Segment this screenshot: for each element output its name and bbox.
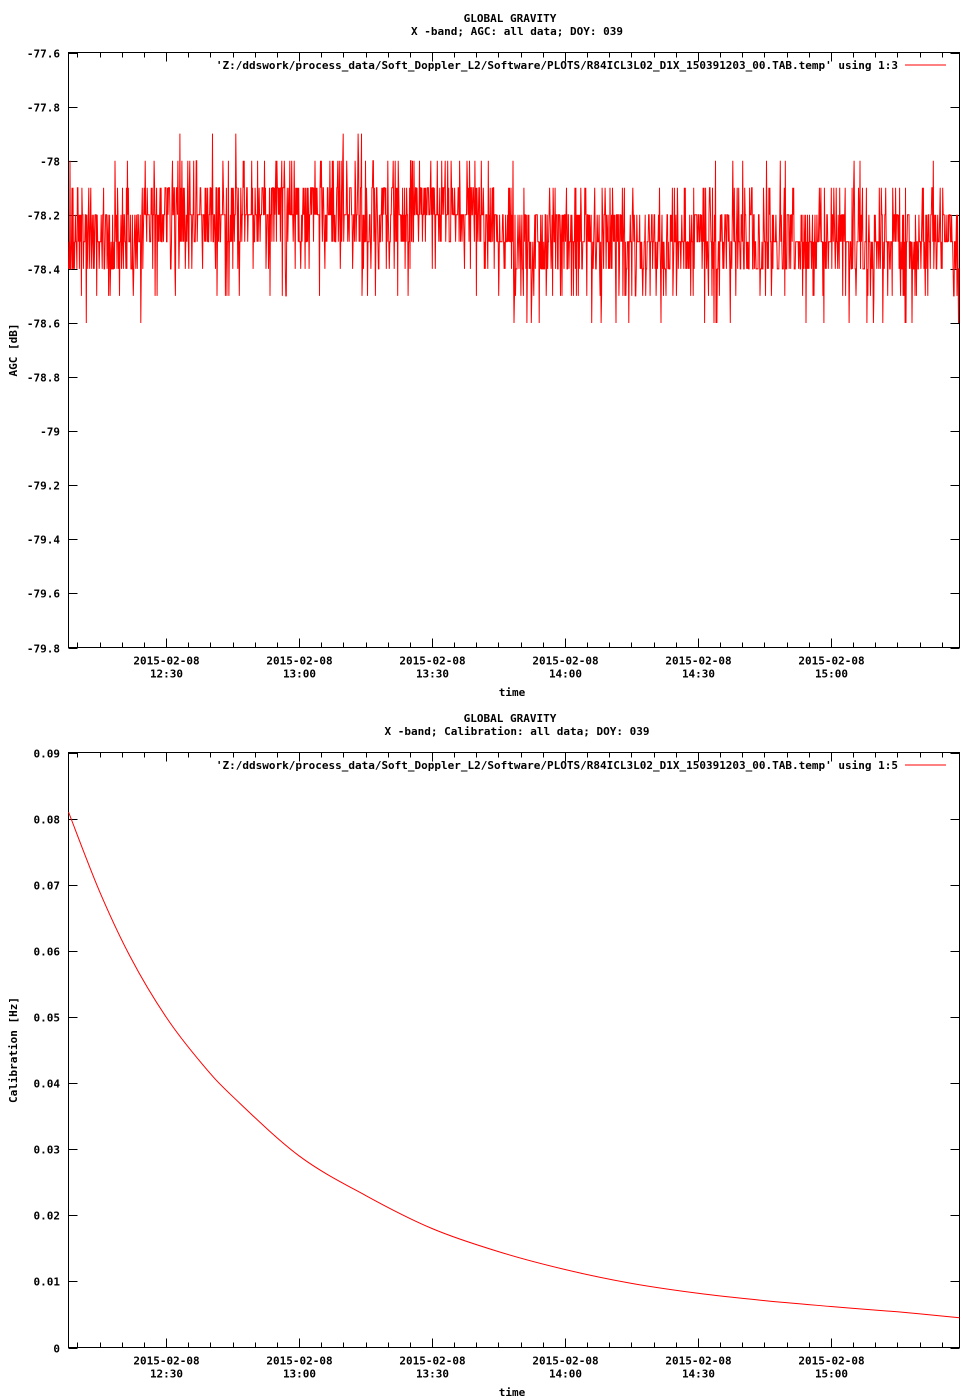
x-tick-time-label: 15:00 (814, 1367, 849, 1381)
x-tick-time-label: 13:30 (415, 1367, 450, 1381)
y-tick-label: -78.6 (26, 317, 60, 331)
y-tick-label: -78.8 (26, 371, 60, 385)
y-tick-label: -78.2 (26, 209, 60, 223)
y-tick-label: -77.6 (26, 47, 60, 61)
y-tick-label: -78.4 (26, 263, 60, 277)
x-tick-date-label: 2015-02-08 (665, 1354, 732, 1368)
agc-y-axis-label: AGC [dB] (7, 323, 20, 377)
y-tick-label: -79 (40, 425, 60, 439)
y-tick-label: -79.2 (26, 479, 60, 493)
y-tick-label: 0 (53, 1342, 60, 1356)
x-tick-time-label: 13:30 (415, 667, 450, 681)
x-tick-time-label: 14:30 (681, 667, 716, 681)
calibration-y-axis-label: Calibration [Hz] (7, 997, 20, 1103)
x-tick-time-label: 13:00 (282, 1367, 317, 1381)
y-tick-label: -79.4 (26, 533, 60, 547)
x-tick-date-label: 2015-02-08 (133, 654, 200, 668)
y-tick-label: 0.02 (33, 1209, 60, 1223)
x-tick-time-label: 14:30 (681, 1367, 716, 1381)
x-tick-date-label: 2015-02-08 (798, 654, 865, 668)
y-tick-label: 0.06 (33, 945, 60, 959)
x-tick-date-label: 2015-02-08 (399, 654, 466, 668)
agc-chart-title: GLOBAL GRAVITY (463, 12, 557, 25)
agc-legend-entry: 'Z:/ddswork/process_data/Soft_Doppler_L2/Software/PLOTS/R84ICL3L02_D1X_150391203_00.TAB.temp' using 1:3 (215, 59, 898, 72)
agc-x-axis-label: time (498, 686, 526, 699)
calibration-chart-title: GLOBAL GRAVITY (463, 712, 557, 725)
y-tick-label: 0.09 (33, 747, 60, 761)
calibration-legend-entry: 'Z:/ddswork/process_data/Soft_Doppler_L2/Software/PLOTS/R84ICL3L02_D1X_150391203_00.TAB.temp' using 1:5 (215, 759, 898, 772)
y-tick-label: -78 (40, 155, 60, 169)
x-tick-date-label: 2015-02-08 (532, 1354, 599, 1368)
calibration-chart-subtitle: X -band; Calibration: all data; DOY: 039 (384, 725, 650, 738)
y-tick-label: -77.8 (26, 101, 60, 115)
x-tick-time-label: 14:00 (548, 1367, 583, 1381)
x-tick-date-label: 2015-02-08 (266, 1354, 333, 1368)
x-tick-date-label: 2015-02-08 (266, 654, 333, 668)
x-tick-time-label: 12:30 (149, 667, 184, 681)
x-tick-date-label: 2015-02-08 (133, 1354, 200, 1368)
y-tick-label: -79.6 (26, 587, 60, 601)
y-tick-label: 0.07 (33, 879, 60, 893)
x-tick-time-label: 12:30 (149, 1367, 184, 1381)
y-tick-label: -79.8 (26, 642, 60, 656)
x-tick-date-label: 2015-02-08 (532, 654, 599, 668)
x-tick-date-label: 2015-02-08 (798, 1354, 865, 1368)
x-tick-time-label: 13:00 (282, 667, 317, 681)
x-tick-time-label: 14:00 (548, 667, 583, 681)
x-tick-time-label: 15:00 (814, 667, 849, 681)
y-tick-label: 0.08 (33, 813, 60, 827)
x-tick-date-label: 2015-02-08 (399, 1354, 466, 1368)
y-tick-label: 0.04 (33, 1077, 60, 1091)
y-tick-label: 0.01 (33, 1275, 60, 1289)
calibration-x-axis-label: time (498, 1386, 526, 1399)
x-tick-date-label: 2015-02-08 (665, 654, 732, 668)
agc-chart-subtitle: X -band; AGC: all data; DOY: 039 (411, 25, 623, 38)
y-tick-label: 0.05 (33, 1011, 60, 1025)
y-tick-label: 0.03 (33, 1143, 60, 1157)
